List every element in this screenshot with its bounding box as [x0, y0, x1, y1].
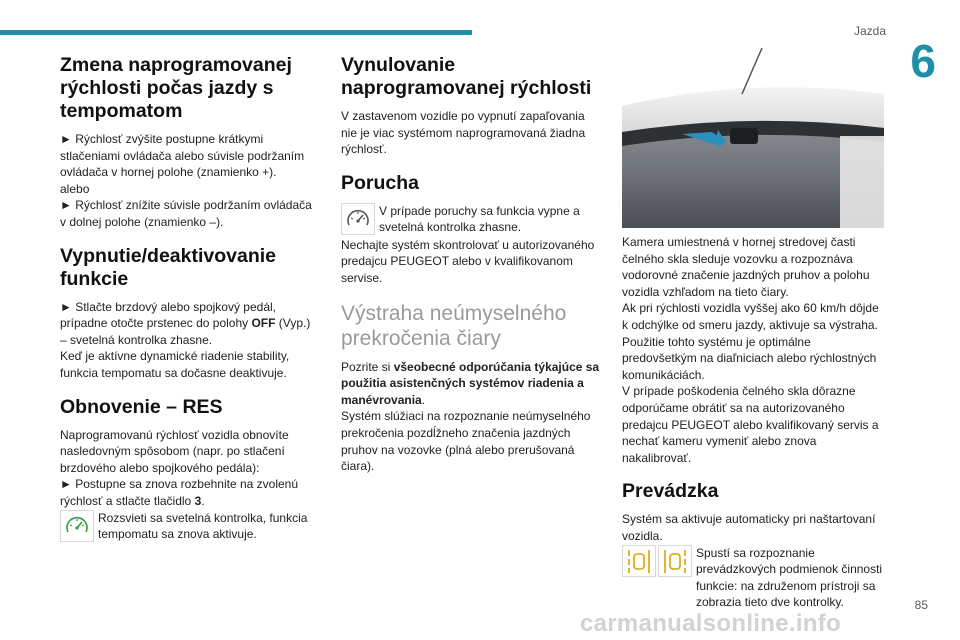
heading-operation: Prevádzka	[622, 480, 719, 503]
paragraph: Ak pri rýchlosti vozidla vyššej ako 60 km/h dôjde k odchýlke od smeru jazdy, aktivuje sa výstraha.	[622, 301, 879, 332]
column-3	[622, 46, 884, 611]
paragraph: V prípade poškodenia čelného skla dôrazne odporúčame obrátiť sa na autorizovaného predajcu PEUGEOT alebo kvalifikovaný servis a nechať kameru vymeniť alebo znova nakalibrovať.	[622, 384, 879, 465]
page-number: 85	[914, 598, 928, 612]
heading-reset: Vynulovanie naprogramovanej rýchlosti	[341, 54, 592, 99]
heading-deactivation: Vypnutie/deaktivovanie funkcie	[60, 244, 277, 290]
paragraph: Systém sa aktivuje automaticky pri naštartovaní vozidla.	[622, 512, 876, 543]
paragraph: ► Stlačte brzdový alebo spojkový pedál, prípadne otočte prstenec do polohy OFF (Vyp.) – svetelná kontrolka zhasne.	[60, 299, 311, 347]
paragraph: Spustí sa rozpoznanie prevádzkových podmienok činnosti funkcie: na združenom prístroji sa zobrazia tieto dve kontrolky.	[696, 545, 883, 610]
paragraph: V zastavenom vozidle po vypnutí zapaľovania nie je viac systémom naprogramovaná žiadna rýchlosť.	[341, 109, 586, 157]
paragraph: ► Rýchlosť znížite súvisle podržaním ovládača v dolnej polohe (znamienko –).	[60, 198, 312, 229]
section-label: Jazda	[853, 24, 886, 38]
column-2	[341, 54, 603, 475]
paragraph: ► Postupne sa znova rozbehnite na zvolenú rýchlosť a stlačte tlačidlo 3.	[60, 477, 299, 508]
note-with-icon	[341, 203, 603, 237]
heading-resume: Obnovenie – RES	[60, 395, 223, 418]
paragraph: Použitie tohto systému je optimálne predovšetkým na diaľniciach alebo rýchlostných komunikáciách.	[622, 334, 877, 382]
chapter-number: 6	[910, 35, 936, 87]
top-accent-bar	[0, 30, 472, 35]
paragraph: Nechajte systém skontrolovať u autorizovaného predajcu PEUGEOT alebo v kvalifikovanom servise.	[341, 237, 595, 285]
paragraph: Pozrite si všeobecné odporúčania týkajúce sa použitia asistenčných systémov riadenia a manévrovania.	[341, 359, 600, 407]
lane-warning-right-icon	[658, 545, 692, 577]
column-1	[60, 54, 318, 544]
paragraph: alebo	[60, 181, 90, 196]
paragraph: ► Rýchlosť zvýšite postupne krátkymi stlačeniami ovládača alebo súvisle podržaním ovládača v hornej polohe (znamienko +).	[60, 132, 305, 180]
heading-speed-change: Zmena naprogramovanej rýchlosti počas jazdy s tempomatom	[60, 54, 292, 122]
heading-lane-departure: Výstraha neúmyselného prekročenia čiary	[341, 301, 567, 350]
note-with-icons	[622, 545, 884, 611]
lane-warning-left-icon	[622, 545, 656, 577]
cruise-control-grey-icon	[341, 203, 375, 235]
paragraph: Keď je aktívne dynamické riadenie stability, funkcia tempomatu sa dočasne deaktivuje.	[60, 349, 290, 380]
heading-malfunction: Porucha	[341, 171, 420, 194]
paragraph: Naprogramovanú rýchlosť vozidla obnovíte nasledovným spôsobom (napr. po stlačení brzdového alebo spojkového pedála):	[60, 427, 289, 475]
note-with-icon	[60, 510, 318, 544]
windshield-camera-illustration	[622, 46, 884, 228]
paragraph: V prípade poruchy sa funkcia vypne a svetelná kontrolka zhasne.	[379, 203, 580, 235]
watermark: carmanualsonline.info	[580, 610, 842, 637]
cruise-control-green-icon	[60, 510, 94, 542]
paragraph: Rozsvieti sa svetelná kontrolka, funkcia tempomatu sa znova aktivuje.	[98, 510, 308, 542]
paragraph: Kamera umiestnená v hornej stredovej časti čelného skla sleduje vozovku a rozpoznáva vodorovné značenie jazdných pruhov a polohu vozidla vzhľadom na tieto čiary.	[622, 235, 870, 299]
paragraph: Systém slúžiaci na rozpoznanie neúmyselného prekročenia pozdĺžneho značenia jazdných pruhov na vozovke (plná alebo prerušovaná čiara).	[341, 409, 591, 474]
